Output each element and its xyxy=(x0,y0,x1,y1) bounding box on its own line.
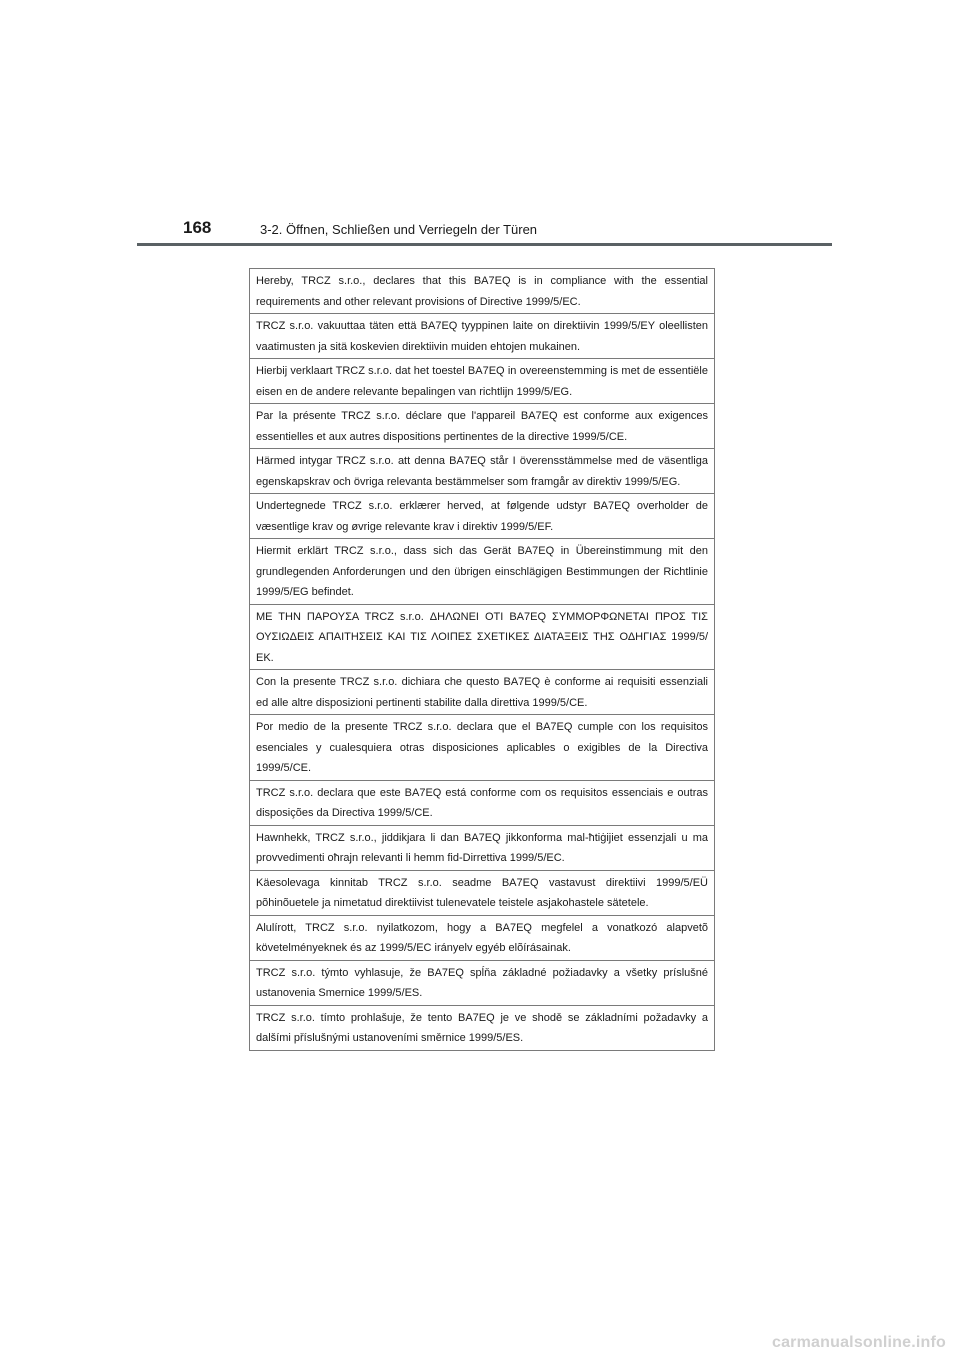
table-row xyxy=(250,1005,715,1050)
declaration-cell: Par la présente TRCZ s.r.o. déclare que l'appareil BA7EQ est conforme aux exigences essentielles et aux autres dispositions pertinentes de la directive 1999/5/CE. xyxy=(250,404,715,449)
table-row xyxy=(250,870,715,915)
declaration-cell: TRCZ s.r.o. týmto vyhlasuje, že BA7EQ spĺňa základné požiadavky a všetky príslušné ustanovenia Smernice 1999/5/ES. xyxy=(250,960,715,1005)
page-number: 168 xyxy=(183,218,212,237)
table-row xyxy=(250,780,715,825)
declaration-cell: Undertegnede TRCZ s.r.o. erklærer herved, at følgende udstyr BA7EQ overholder de væsentlige krav og øvrige relevante krav i direktiv 1999/5/EF. xyxy=(250,494,715,539)
table-row xyxy=(250,915,715,960)
table-row xyxy=(250,449,715,494)
header-divider xyxy=(137,243,832,246)
declaration-cell: TRCZ s.r.o. declara que este BA7EQ está conforme com os requisitos essenciais e outras disposições da Directiva 1999/5/CE. xyxy=(250,780,715,825)
table-row xyxy=(250,670,715,715)
section-title: 3-2. Öffnen, Schließen und Verriegeln der Türen xyxy=(260,222,538,237)
declaration-cell: Härmed intygar TRCZ s.r.o. att denna BA7EQ står I överensstämmelse med de väsentliga egenskapskrav och övriga relevanta bestämmelser som framgår av direktiv 1999/5/EG. xyxy=(250,449,715,494)
declaration-cell: Por medio de la presente TRCZ s.r.o. declara que el BA7EQ cumple con los requisitos esenciales y cualesquiera otras disposiciones aplicables o exigibles de la Directiva 1999/5/CE. xyxy=(250,715,715,781)
declaration-cell: Hierbij verklaart TRCZ s.r.o. dat het toestel BA7EQ in overeenstemming is met de essentiële eisen en de andere relevante bepalingen van richtlijn 1999/5/EG. xyxy=(250,359,715,404)
declaration-cell: ΜΕ ΤΗΝ ΠΑΡΟΥΣΑ TRCZ s.r.o. ΔΗΛΩΝΕΙ ΟΤΙ BA7EQ ΣΥΜΜΟΡΦΩΝΕΤΑΙ ΠΡΟΣ ΤΙΣ ΟΥΣΙΩΔΕΙΣ ΑΠΑΙΤΗΣΕΙΣ ΚΑΙ ΤΙΣ ΛΟΙΠΕΣ ΣΧΕΤΙΚΕΣ ΔΙΑΤΑΞΕΙΣ ΤΗΣ ΟΔΗΓΙΑΣ 1999/5/ΕΚ. xyxy=(250,604,715,670)
declaration-cell: Käesolevaga kinnitab TRCZ s.r.o. seadme BA7EQ vastavust direktiivi 1999/5/EÜ põhinõuetele ja nimetatud direktiivist tulenevatele teistele asjakohastele sätetele. xyxy=(250,870,715,915)
table-row xyxy=(250,604,715,670)
watermark-text: carmanualsonline.info xyxy=(771,1334,946,1351)
declaration-cell: Hereby, TRCZ s.r.o., declares that this BA7EQ is in compliance with the essential requirements and other relevant provisions of Directive 1999/5/EC. xyxy=(250,269,715,314)
table-row xyxy=(250,494,715,539)
table-row xyxy=(250,269,715,314)
declaration-cell: Hiermit erklärt TRCZ s.r.o., dass sich das Gerät BA7EQ in Übereinstimmung mit den grundlegenden Anforderungen und den übrigen einschlägigen Bestimmungen der Richtlinie 1999/5/EG befindet. xyxy=(250,539,715,605)
declaration-cell: Hawnhekk, TRCZ s.r.o., jiddikjara li dan BA7EQ jikkonforma mal-ħtiġijiet essenzjali u ma provvedimenti oħrajn relevanti li hemm fid-Dirrettiva 1999/5/EC. xyxy=(250,825,715,870)
table-row xyxy=(250,715,715,781)
declaration-cell: Con la presente TRCZ s.r.o. dichiara che questo BA7EQ è conforme ai requisiti essenziali ed alle altre disposizioni pertinenti stabilite dalla direttiva 1999/5/CE. xyxy=(250,670,715,715)
table-row xyxy=(250,825,715,870)
table-row xyxy=(250,404,715,449)
table-row xyxy=(250,539,715,605)
declaration-cell: TRCZ s.r.o. vakuuttaa täten että BA7EQ tyyppinen laite on direktiivin 1999/5/EY oleellisten vaatimusten ja sitä koskevien direktiivin muiden ehtojen mukainen. xyxy=(250,314,715,359)
table-row xyxy=(250,359,715,404)
table-row xyxy=(250,314,715,359)
declaration-cell: Alulírott, TRCZ s.r.o. nyilatkozom, hogy a BA7EQ megfelel a vonatkozó alapvetõ követelményeknek és az 1999/5/EC irányelv egyéb elõírásainak. xyxy=(250,915,715,960)
declaration-table xyxy=(249,268,715,1051)
declaration-cell: TRCZ s.r.o. tímto prohlašuje, že tento BA7EQ je ve shodě se základními požadavky a dalšími příslušnými ustanoveními směrnice 1999/5/ES. xyxy=(250,1005,715,1050)
table-row xyxy=(250,960,715,1005)
